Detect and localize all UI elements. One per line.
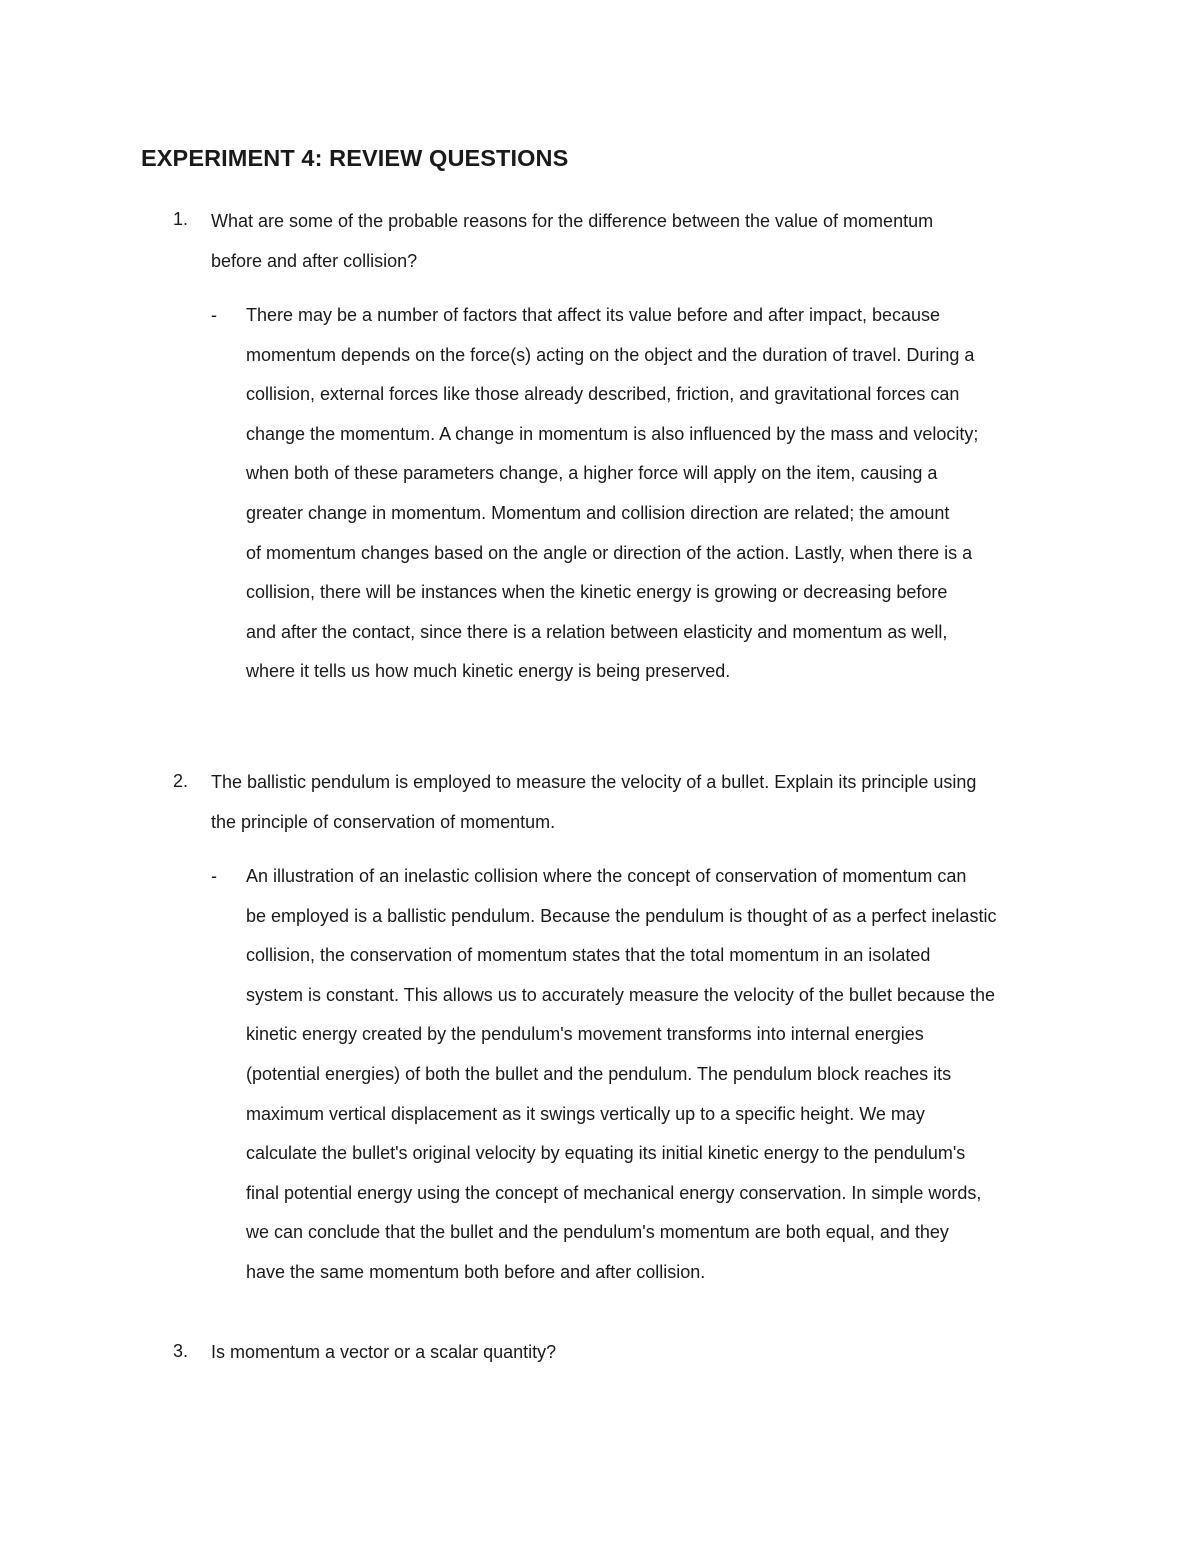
question-1-line: What are some of the probable reasons for the difference between the value of momentum	[211, 211, 934, 231]
answer-2-bullet: -	[211, 866, 217, 886]
question-2-number: 2.	[173, 771, 189, 791]
answer-2-text	[246, 857, 1058, 1293]
question-3-text	[211, 1332, 1071, 1372]
answer-1-line: collision, there will be instances when the kinetic energy is growing or decreasing before	[246, 582, 948, 603]
answer-1-line: and after the contact, since there is a relation between elasticity and momentum as well,	[246, 621, 948, 642]
answer-1-line: where it tells us how much kinetic energy is being preserved.	[246, 661, 731, 682]
answer-1-line: change the momentum. A change in momentum is also influenced by the mass and velocity;	[246, 423, 979, 444]
answer-1-line: when both of these parameters change, a higher force will apply on the item, causing a	[246, 463, 938, 484]
question-3-line: Is momentum a vector or a scalar quantity?	[211, 1342, 557, 1362]
answer-2-line: final potential energy using the concept of mechanical energy conservation. In simple words,	[246, 1182, 982, 1203]
answer-2-line: have the same momentum both before and after collision.	[246, 1261, 706, 1282]
answer-1-line: collision, external forces like those already described, friction, and gravitational forces can	[246, 384, 960, 405]
question-1-text	[211, 201, 1071, 281]
answer-1-text	[246, 296, 1058, 692]
question-2-text	[211, 762, 1071, 842]
answer-1-line: There may be a number of factors that affect its value before and after impact, because	[246, 305, 941, 325]
answer-1-line: greater change in momentum. Momentum and collision direction are related; the amount	[246, 502, 950, 523]
answer-2-line: system is constant. This allows us to accurately measure the velocity of the bullet because the	[246, 984, 996, 1005]
answer-1-bullet: -	[211, 305, 217, 325]
question-1-number: 1.	[173, 209, 189, 229]
question-3-number: 3.	[173, 1341, 189, 1361]
answer-2-line: An illustration of an inelastic collision where the concept of conservation of momentum can	[246, 866, 967, 886]
answer-2-line: kinetic energy created by the pendulum's movement transforms into internal energies	[246, 1024, 924, 1045]
question-2-line: the principle of conservation of momentum.	[211, 812, 556, 832]
answer-1-line: of momentum changes based on the angle or direction of the action. Lastly, when there is a	[246, 542, 973, 563]
answer-2-line: collision, the conservation of momentum states that the total momentum in an isolated	[246, 945, 931, 966]
answer-2-line: (potential energies) of both the bullet and the pendulum. The pendulum block reaches its	[246, 1063, 952, 1084]
answer-2-line: we can conclude that the bullet and the pendulum's momentum are both equal, and they	[246, 1222, 949, 1243]
answer-2-line: calculate the bullet's original velocity by equating its initial kinetic energy to the pendulum's	[246, 1143, 966, 1164]
question-1-line: before and after collision?	[211, 251, 418, 271]
answer-2-line: maximum vertical displacement as it swings vertically up to a specific height. We may	[246, 1103, 925, 1124]
answer-1-line: momentum depends on the force(s) acting on the object and the duration of travel. During a	[246, 344, 975, 365]
document-title: EXPERIMENT 4: REVIEW QUESTIONS	[141, 145, 569, 171]
question-2-line: The ballistic pendulum is employed to measure the velocity of a bullet. Explain its principle using	[211, 772, 977, 792]
answer-2-line: be employed is a ballistic pendulum. Because the pendulum is thought of as a perfect inelastic	[246, 905, 997, 926]
